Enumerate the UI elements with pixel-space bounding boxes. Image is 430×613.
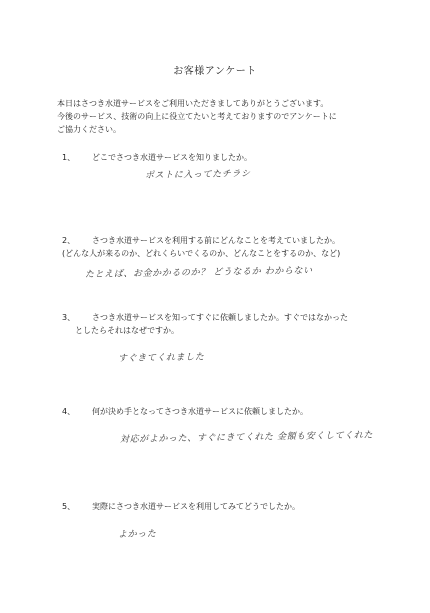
- question-number: 4、: [62, 407, 76, 416]
- intro-line: ご協力ください。: [57, 125, 121, 134]
- handwritten-answer-1: ポストに入ってたチラシ: [144, 169, 251, 181]
- question-number: 2、: [62, 236, 76, 245]
- question-text: さつき水道サービスを知ってすぐに依頼しましたか。すぐではなかった: [92, 313, 348, 322]
- question-text: どこでさつき水道サービスを知りましたか。: [92, 153, 252, 162]
- question-text: 実際にさつき水道サービスを利用してみてどうでしたか。: [92, 502, 300, 511]
- handwritten-answer-5: よかった: [117, 529, 157, 540]
- intro-paragraph: [57, 97, 387, 136]
- question-text-continued: としたらそれはなぜですか。: [75, 326, 179, 335]
- question-number: 5、: [62, 502, 76, 511]
- question-subtext: (どんな人が来るのか、どれくらいでくるのか、どんなことをするのか、など): [62, 249, 341, 258]
- page-title: お客様アンケート: [173, 66, 257, 77]
- handwritten-answer-2: たとえば、お金かかるのか？ どうなるか わからない: [84, 266, 313, 280]
- handwritten-answer-4: 対応がよかった、すぐにきてくれた 金額も安くしてくれた: [119, 430, 374, 445]
- question-text: 何が決め手となってさつき水道サービスに依頼しましたか。: [92, 407, 308, 416]
- question-text: さつき水道サービスを利用する前にどんなことを考えていましたか。: [92, 236, 340, 245]
- question-number: 1、: [62, 153, 76, 162]
- intro-line: 本日はさつき水道サービスをご利用いただきましてありがとうございます。: [57, 99, 329, 108]
- question-number: 3、: [62, 313, 76, 322]
- handwritten-answer-3: すぐきてくれました: [117, 352, 205, 364]
- intro-line: 今後のサービス、技術の向上に役立てたいと考えておりますのでアンケートに: [57, 112, 337, 121]
